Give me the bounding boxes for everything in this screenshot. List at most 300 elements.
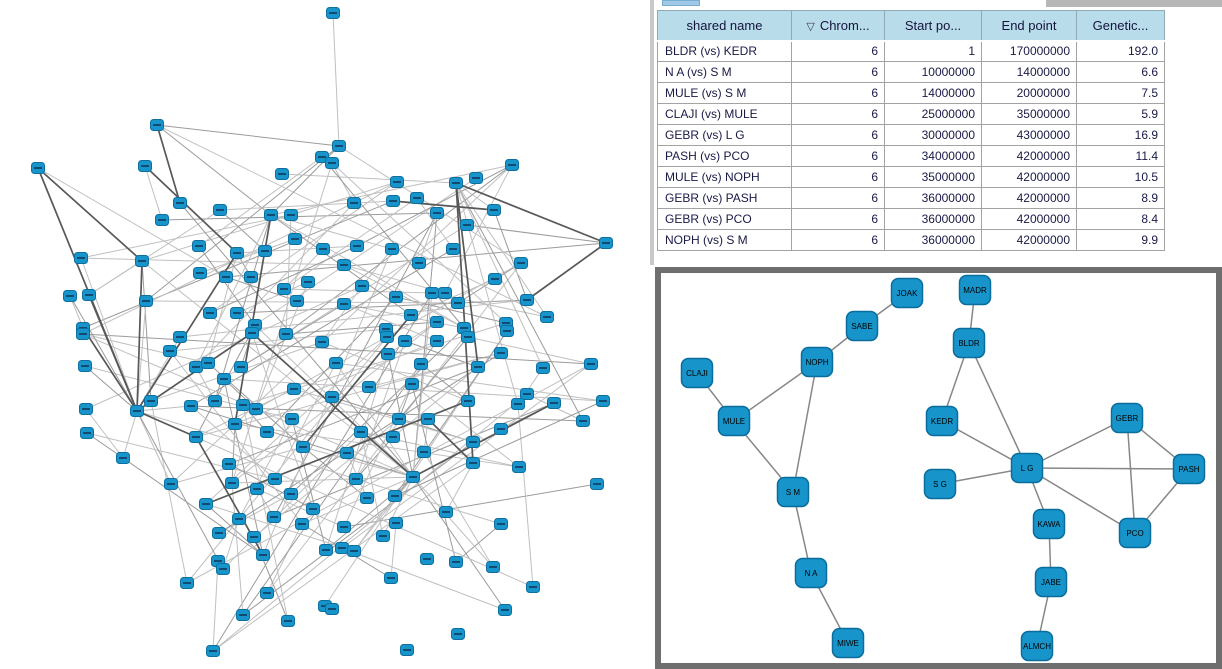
network-node[interactable]: [282, 616, 295, 627]
network-node[interactable]: [145, 396, 158, 407]
network-node[interactable]: [291, 296, 304, 307]
cell-value[interactable]: 7.5: [1077, 83, 1165, 104]
cell-value[interactable]: 8.9: [1077, 188, 1165, 209]
edge-attribute-table-panel: [657, 10, 1165, 251]
network-node[interactable]: [467, 458, 480, 469]
network-node[interactable]: [954, 329, 985, 358]
network-node[interactable]: [220, 272, 233, 283]
cell-shared-name[interactable]: CLAJI (vs) MULE: [658, 104, 792, 125]
network-node[interactable]: [1012, 454, 1043, 483]
network-node[interactable]: [452, 629, 465, 640]
table-row[interactable]: [658, 41, 1165, 62]
network-node[interactable]: [927, 407, 958, 436]
network-node[interactable]: [80, 404, 93, 415]
cell-value[interactable]: 42000000: [982, 230, 1077, 251]
network-edge[interactable]: [424, 452, 493, 567]
node-label-illegible: [401, 340, 409, 342]
node-label-illegible: [332, 362, 340, 364]
network-node[interactable]: [248, 532, 261, 543]
network-node[interactable]: [185, 401, 198, 412]
column-header-genetic---[interactable]: Genetic...: [1077, 11, 1165, 41]
network-node[interactable]: [361, 493, 374, 504]
network-node[interactable]: [541, 312, 554, 323]
network-node[interactable]: [385, 573, 398, 584]
network-node[interactable]: [719, 407, 750, 436]
network-node[interactable]: [338, 260, 351, 271]
network-node[interactable]: [421, 554, 434, 565]
network-node[interactable]: [431, 208, 444, 219]
network-node[interactable]: [431, 317, 444, 328]
network-node[interactable]: [217, 564, 230, 575]
network-node[interactable]: [892, 279, 923, 308]
network-node[interactable]: [377, 531, 390, 542]
network-node[interactable]: [925, 470, 956, 499]
network-node[interactable]: [268, 512, 281, 523]
network-edge-weighted[interactable]: [89, 295, 137, 411]
network-node[interactable]: [1034, 510, 1065, 539]
column-header-end-point[interactable]: End point: [982, 11, 1077, 41]
network-node[interactable]: [213, 528, 226, 539]
network-node[interactable]: [257, 550, 270, 561]
table-row[interactable]: [658, 167, 1165, 188]
table-row[interactable]: [658, 209, 1165, 230]
network-node[interactable]: [265, 210, 278, 221]
network-node[interactable]: [297, 442, 310, 453]
network-edge[interactable]: [123, 411, 137, 458]
network-node[interactable]: [207, 646, 220, 657]
network-edge[interactable]: [333, 13, 339, 146]
network-node[interactable]: [276, 169, 289, 180]
network-node[interactable]: [190, 362, 203, 373]
network-node[interactable]: [413, 258, 426, 269]
node-label-illegible: [389, 200, 397, 202]
network-node[interactable]: [288, 384, 301, 395]
network-edge[interactable]: [969, 343, 1027, 468]
cell-value[interactable]: 6: [792, 83, 885, 104]
network-node[interactable]: [796, 559, 827, 588]
node-label-illegible: [340, 264, 348, 266]
network-node[interactable]: [164, 346, 177, 357]
cell-value[interactable]: 25000000: [885, 104, 982, 125]
network-edge[interactable]: [162, 213, 437, 220]
cell-value[interactable]: 42000000: [982, 167, 1077, 188]
network-node[interactable]: [386, 244, 399, 255]
cell-value[interactable]: 6: [792, 41, 885, 62]
node-label-illegible: [464, 400, 472, 402]
network-node[interactable]: [326, 392, 339, 403]
network-node[interactable]: [81, 428, 94, 439]
cell-value[interactable]: 192.0: [1077, 41, 1165, 62]
table-row[interactable]: [658, 104, 1165, 125]
network-node[interactable]: [501, 326, 514, 337]
network-node[interactable]: [261, 427, 274, 438]
cell-value[interactable]: 34000000: [885, 146, 982, 167]
cell-value[interactable]: 20000000: [982, 83, 1077, 104]
cell-value[interactable]: 36000000: [885, 230, 982, 251]
network-node[interactable]: [330, 358, 343, 369]
cell-value[interactable]: 42000000: [982, 209, 1077, 230]
network-edge-weighted[interactable]: [38, 168, 142, 261]
cell-value[interactable]: 170000000: [982, 41, 1077, 62]
network-node[interactable]: [577, 416, 590, 427]
cell-value[interactable]: 8.4: [1077, 209, 1165, 230]
node-label-illegible: [474, 366, 482, 368]
cell-shared-name[interactable]: BLDR (vs) KEDR: [658, 41, 792, 62]
network-node[interactable]: [499, 605, 512, 616]
network-node[interactable]: [226, 478, 239, 489]
node-label-illegible: [81, 365, 89, 367]
cell-value[interactable]: 14000000: [982, 62, 1077, 83]
network-node[interactable]: [470, 173, 483, 184]
network-node[interactable]: [447, 244, 460, 255]
node-label-illegible: [147, 400, 155, 402]
node-label-illegible: [593, 483, 601, 485]
network-node[interactable]: [289, 234, 302, 245]
cell-value[interactable]: 6.6: [1077, 62, 1165, 83]
network-node[interactable]: [261, 588, 274, 599]
network-node[interactable]: [418, 447, 431, 458]
network-node[interactable]: [140, 296, 153, 307]
network-node[interactable]: [411, 193, 424, 204]
cell-value[interactable]: 35000000: [982, 104, 1077, 125]
cell-value[interactable]: 42000000: [982, 146, 1077, 167]
network-node[interactable]: [302, 277, 315, 288]
network-node[interactable]: [190, 432, 203, 443]
network-edge[interactable]: [243, 442, 473, 615]
network-node[interactable]: [682, 359, 713, 388]
cell-value[interactable]: 6: [792, 146, 885, 167]
filtered-network-panel: [655, 267, 1222, 669]
network-edge-weighted[interactable]: [137, 411, 196, 437]
network-node[interactable]: [399, 336, 412, 347]
network-node[interactable]: [591, 479, 604, 490]
network-edge[interactable]: [391, 523, 396, 578]
network-node[interactable]: [405, 310, 418, 321]
network-edge[interactable]: [793, 362, 817, 492]
network-node[interactable]: [1112, 404, 1143, 433]
network-node[interactable]: [513, 462, 526, 473]
network-node[interactable]: [269, 474, 282, 485]
network-node[interactable]: [390, 292, 403, 303]
network-node[interactable]: [439, 288, 452, 299]
network-node[interactable]: [401, 645, 414, 656]
network-node[interactable]: [151, 120, 164, 131]
network-node[interactable]: [181, 578, 194, 589]
network-node[interactable]: [235, 362, 248, 373]
network-node[interactable]: [488, 205, 501, 216]
network-node[interactable]: [527, 582, 540, 593]
column-header-shared-name[interactable]: shared name: [658, 11, 792, 41]
network-node[interactable]: [136, 256, 149, 267]
network-edge[interactable]: [213, 561, 218, 651]
cell-shared-name[interactable]: N A (vs) S M: [658, 62, 792, 83]
network-node[interactable]: [350, 474, 363, 485]
network-node[interactable]: [778, 478, 809, 507]
cell-value[interactable]: 6: [792, 104, 885, 125]
network-node[interactable]: [406, 379, 419, 390]
filter-icon[interactable]: ▽: [806, 20, 815, 33]
network-node[interactable]: [83, 290, 96, 301]
network-edge[interactable]: [157, 125, 339, 146]
network-node[interactable]: [495, 348, 508, 359]
network-node[interactable]: [259, 246, 272, 257]
network-node[interactable]: [280, 329, 293, 340]
network-node[interactable]: [381, 332, 394, 343]
network-edge[interactable]: [421, 364, 468, 401]
network-node[interactable]: [390, 518, 403, 529]
network-node[interactable]: [223, 459, 236, 470]
cell-value[interactable]: 14000000: [885, 83, 982, 104]
network-node[interactable]: [548, 398, 561, 409]
network-edge[interactable]: [87, 433, 275, 479]
network-edge[interactable]: [137, 406, 191, 411]
network-node[interactable]: [156, 215, 169, 226]
node-label-illegible: [602, 242, 610, 244]
network-edge[interactable]: [38, 168, 226, 277]
network-node[interactable]: [461, 220, 474, 231]
network-node[interactable]: [389, 491, 402, 502]
network-node[interactable]: [585, 359, 598, 370]
network-node[interactable]: [237, 400, 250, 411]
network-edge-weighted[interactable]: [137, 261, 142, 411]
network-node[interactable]: [317, 244, 330, 255]
network-node[interactable]: [246, 328, 259, 339]
table-row[interactable]: [658, 188, 1165, 209]
cell-value[interactable]: 6: [792, 167, 885, 188]
network-node[interactable]: [285, 210, 298, 221]
network-edge[interactable]: [1127, 418, 1135, 533]
network-node[interactable]: [462, 396, 475, 407]
network-edge[interactable]: [199, 157, 322, 246]
network-node[interactable]: [382, 349, 395, 360]
node-label-illegible: [497, 352, 505, 354]
network-node[interactable]: [462, 332, 475, 343]
cell-value[interactable]: 36000000: [885, 209, 982, 230]
network-node[interactable]: [251, 484, 264, 495]
network-node[interactable]: [506, 160, 519, 171]
network-node[interactable]: [521, 389, 534, 400]
network-node[interactable]: [229, 419, 242, 430]
network-edge[interactable]: [220, 210, 265, 251]
node-label-illegible: [209, 650, 217, 652]
network-node[interactable]: [326, 604, 339, 615]
network-node[interactable]: [431, 336, 444, 347]
cell-value[interactable]: 10000000: [885, 62, 982, 83]
cell-value[interactable]: 36000000: [885, 188, 982, 209]
table-row[interactable]: [658, 230, 1165, 251]
network-node[interactable]: [194, 268, 207, 279]
node-label-illegible: [176, 202, 184, 204]
cell-value[interactable]: 35000000: [885, 167, 982, 188]
network-node[interactable]: [387, 432, 400, 443]
network-node[interactable]: [174, 198, 187, 209]
network-node[interactable]: [597, 396, 610, 407]
table-row[interactable]: [658, 125, 1165, 146]
network-node[interactable]: [79, 361, 92, 372]
cell-shared-name[interactable]: NOPH (vs) S M: [658, 230, 792, 251]
network-node[interactable]: [472, 362, 485, 373]
network-node[interactable]: [802, 348, 833, 377]
table-row[interactable]: [658, 83, 1165, 104]
cell-value[interactable]: 10.5: [1077, 167, 1165, 188]
node-label-illegible: [433, 212, 441, 214]
network-edge-weighted[interactable]: [456, 183, 606, 243]
cell-shared-name[interactable]: GEBR (vs) PASH: [658, 188, 792, 209]
network-node[interactable]: [348, 198, 361, 209]
network-node[interactable]: [422, 414, 435, 425]
cell-value[interactable]: 6: [792, 62, 885, 83]
cell-shared-name[interactable]: PASH (vs) PCO: [658, 146, 792, 167]
network-node[interactable]: [307, 504, 320, 515]
network-node[interactable]: [495, 424, 508, 435]
network-node[interactable]: [327, 8, 340, 19]
network-node[interactable]: [355, 427, 368, 438]
node-label-illegible: [391, 495, 399, 497]
network-node[interactable]: [515, 258, 528, 269]
network-node[interactable]: [316, 337, 329, 348]
column-header-start-po---[interactable]: Start po...: [885, 11, 982, 41]
cell-value[interactable]: 30000000: [885, 125, 982, 146]
network-node[interactable]: [32, 163, 45, 174]
network-edge-weighted[interactable]: [157, 125, 180, 203]
network-node[interactable]: [231, 308, 244, 319]
network-node[interactable]: [391, 177, 404, 188]
network-edge[interactable]: [81, 258, 344, 265]
network-node[interactable]: [202, 358, 215, 369]
filtered-network-canvas[interactable]: [661, 273, 1216, 663]
network-node[interactable]: [1174, 455, 1205, 484]
node-label-illegible: [433, 321, 441, 323]
network-node[interactable]: [450, 178, 463, 189]
network-edge[interactable]: [83, 334, 208, 363]
column-header-chrom---[interactable]: ▽ Chrom...: [792, 11, 885, 41]
network-node[interactable]: [489, 274, 502, 285]
cell-value[interactable]: 16.9: [1077, 125, 1165, 146]
network-node[interactable]: [237, 610, 250, 621]
table-scrollbar[interactable]: [650, 0, 654, 265]
network-node[interactable]: [338, 522, 351, 533]
network-node[interactable]: [521, 295, 534, 306]
network-node[interactable]: [233, 514, 246, 525]
cell-value[interactable]: 1: [885, 41, 982, 62]
node-label-illegible: [363, 497, 371, 499]
network-node[interactable]: [200, 499, 213, 510]
network-node[interactable]: [165, 479, 178, 490]
network-edge[interactable]: [137, 411, 171, 484]
network-node[interactable]: [139, 161, 152, 172]
network-node[interactable]: [333, 141, 346, 152]
network-node[interactable]: [336, 543, 349, 554]
network-node[interactable]: [231, 248, 244, 259]
network-node[interactable]: [356, 281, 369, 292]
network-node[interactable]: [341, 448, 354, 459]
network-node[interactable]: [1036, 568, 1067, 597]
network-node[interactable]: [75, 253, 88, 264]
cell-value[interactable]: 6: [792, 230, 885, 251]
node-label-illegible: [472, 177, 480, 179]
table-row[interactable]: [658, 62, 1165, 83]
network-node[interactable]: [440, 507, 453, 518]
cell-shared-name[interactable]: GEBR (vs) PCO: [658, 209, 792, 230]
network-node[interactable]: [452, 298, 465, 309]
network-node[interactable]: [64, 291, 77, 302]
network-node[interactable]: [250, 404, 263, 415]
node-label-illegible: [408, 383, 416, 385]
cell-value[interactable]: 42000000: [982, 188, 1077, 209]
network-node[interactable]: [338, 299, 351, 310]
cell-value[interactable]: 43000000: [982, 125, 1077, 146]
network-node[interactable]: [214, 205, 227, 216]
network-node[interactable]: [487, 562, 500, 573]
network-node[interactable]: [285, 489, 298, 500]
network-node[interactable]: [387, 196, 400, 207]
network-edge[interactable]: [413, 477, 505, 610]
node-label-illegible: [167, 483, 175, 485]
network-node[interactable]: [1120, 519, 1151, 548]
network-node[interactable]: [363, 382, 376, 393]
network-node[interactable]: [320, 545, 333, 556]
cell-value[interactable]: 11.4: [1077, 146, 1165, 167]
network-node[interactable]: [218, 374, 231, 385]
cell-shared-name[interactable]: MULE (vs) NOPH: [658, 167, 792, 188]
cell-value[interactable]: 5.9: [1077, 104, 1165, 125]
network-node[interactable]: [393, 414, 406, 425]
cell-shared-name[interactable]: GEBR (vs) L G: [658, 125, 792, 146]
network-edge[interactable]: [220, 201, 393, 210]
network-node[interactable]: [450, 557, 463, 568]
network-node[interactable]: [193, 241, 206, 252]
cell-value[interactable]: 6: [792, 125, 885, 146]
network-node[interactable]: [537, 363, 550, 374]
network-node[interactable]: [512, 399, 525, 410]
network-node[interactable]: [296, 519, 309, 530]
cell-shared-name[interactable]: MULE (vs) S M: [658, 83, 792, 104]
table-row[interactable]: [658, 146, 1165, 167]
network-node[interactable]: [131, 406, 144, 417]
network-node[interactable]: [467, 437, 480, 448]
network-node[interactable]: [77, 329, 90, 340]
network-node[interactable]: [426, 288, 439, 299]
network-node[interactable]: [495, 519, 508, 530]
network-node[interactable]: [1022, 632, 1053, 661]
cell-value[interactable]: 9.9: [1077, 230, 1165, 251]
network-node[interactable]: [278, 284, 291, 295]
network-node[interactable]: [174, 332, 187, 343]
network-node[interactable]: [286, 414, 299, 425]
network-node[interactable]: [833, 629, 864, 658]
network-node[interactable]: [326, 158, 339, 169]
network-node[interactable]: [204, 308, 217, 319]
network-node[interactable]: [415, 359, 428, 370]
node-label-illegible: [270, 516, 278, 518]
network-node[interactable]: [348, 546, 361, 557]
network-edge[interactable]: [494, 210, 527, 300]
network-node[interactable]: [600, 238, 613, 249]
node-label-illegible: [442, 511, 450, 513]
network-node[interactable]: [960, 276, 991, 305]
network-node[interactable]: [209, 396, 222, 407]
network-node[interactable]: [245, 272, 258, 283]
network-node[interactable]: [117, 453, 130, 464]
network-node[interactable]: [847, 312, 878, 341]
network-edge[interactable]: [1027, 468, 1189, 469]
cell-value[interactable]: 6: [792, 209, 885, 230]
cell-value[interactable]: 6: [792, 188, 885, 209]
network-edge[interactable]: [286, 215, 291, 334]
network-node[interactable]: [351, 241, 364, 252]
network-edge-weighted[interactable]: [527, 243, 606, 300]
network-node[interactable]: [407, 472, 420, 483]
